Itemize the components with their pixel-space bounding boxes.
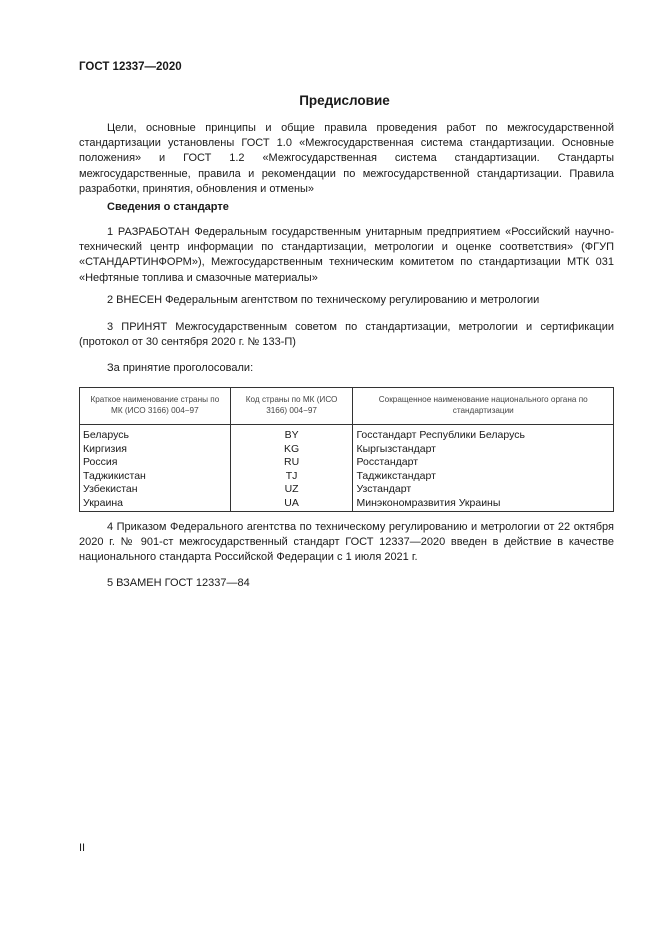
header-country: Краткое наименование страны по МК (ИСО 3166) 004−97 bbox=[80, 388, 231, 425]
cell-body: Кыргызстандарт bbox=[353, 443, 614, 457]
header-body: Сокращенное наименование национального органа по стандартизации bbox=[353, 388, 614, 425]
table-row bbox=[80, 497, 614, 511]
cell-body: Минэкономразвития Украины bbox=[353, 497, 614, 511]
cell-country: Беларусь bbox=[80, 425, 231, 443]
intro-paragraph: Цели, основные принципы и общие правила проведения работ по межгосударственной стандартизации установлены ГОСТ 1.0 «Межгосударственная система стандартизации. Основные положения» и ГОСТ 1.2 «Межгосударственная система стандартизации. Стандарты межгосударственные, правила и рекомендации по межгосударственной стандартизации. Правила разработки, принятия, обновления и отмены» bbox=[79, 122, 614, 195]
cell-country: Киргизия bbox=[80, 443, 231, 457]
item-3-adopted: 3 ПРИНЯТ Межгосударственным советом по стандартизации, метрологии и сертификации (протокол от 30 сентября 2020 г. № 133-П) bbox=[79, 321, 614, 349]
table-header-row bbox=[80, 388, 614, 425]
cell-body: Узстандарт bbox=[353, 483, 614, 497]
cell-code: RU bbox=[230, 456, 353, 470]
cell-code: BY bbox=[230, 425, 353, 443]
table-row bbox=[80, 470, 614, 484]
item-2-introduced: 2 ВНЕСЕН Федеральным агентством по техническому регулированию и метрологии bbox=[107, 294, 540, 306]
item-1-developed: 1 РАЗРАБОТАН Федеральным государственным унитарным предприятием «Российский научно-технический центр информации по стандартизации, метрологии и оценке соответствия» (ФГУП «СТАНДАРТИНФОРМ»), Межгосударственным техническим комитетом по стандартизации МТК 031 «Нефтяные топлива и смазочные материалы» bbox=[79, 226, 614, 284]
cell-country: Россия bbox=[80, 456, 231, 470]
table-row bbox=[80, 443, 614, 457]
cell-body: Госстандарт Республики Беларусь bbox=[353, 425, 614, 443]
cell-country: Таджикистан bbox=[80, 470, 231, 484]
cell-code: TJ bbox=[230, 470, 353, 484]
header-code: Код страны по МК (ИСО 3166) 004−97 bbox=[230, 388, 353, 425]
cell-code: KG bbox=[230, 443, 353, 457]
page-title: Предисловие bbox=[299, 93, 390, 108]
table-row bbox=[80, 456, 614, 470]
page-number: II bbox=[79, 842, 86, 854]
cell-body: Таджикстандарт bbox=[353, 470, 614, 484]
vote-label: За принятие проголосовали: bbox=[107, 362, 254, 374]
table-row bbox=[80, 483, 614, 497]
cell-country: Узбекистан bbox=[80, 483, 231, 497]
cell-country: Украина bbox=[80, 497, 231, 511]
item-4-order: 4 Приказом Федерального агентства по техническому регулированию и метрологии от 22 октября 2020 г. № 901-ст межгосударственный стандарт ГОСТ 12337—2020 введен в действие в качестве национального стандарта Российской Федерации с 1 июля 2021 г. bbox=[79, 521, 614, 564]
standard-info-heading: Сведения о стандарте bbox=[107, 201, 229, 213]
voting-table bbox=[79, 387, 614, 512]
cell-body: Росстандарт bbox=[353, 456, 614, 470]
cell-code: UZ bbox=[230, 483, 353, 497]
cell-code: UA bbox=[230, 497, 353, 511]
item-5-replaces: 5 ВЗАМЕН ГОСТ 12337—84 bbox=[107, 577, 250, 589]
document-number: ГОСТ 12337—2020 bbox=[79, 61, 182, 73]
table-row bbox=[80, 425, 614, 443]
